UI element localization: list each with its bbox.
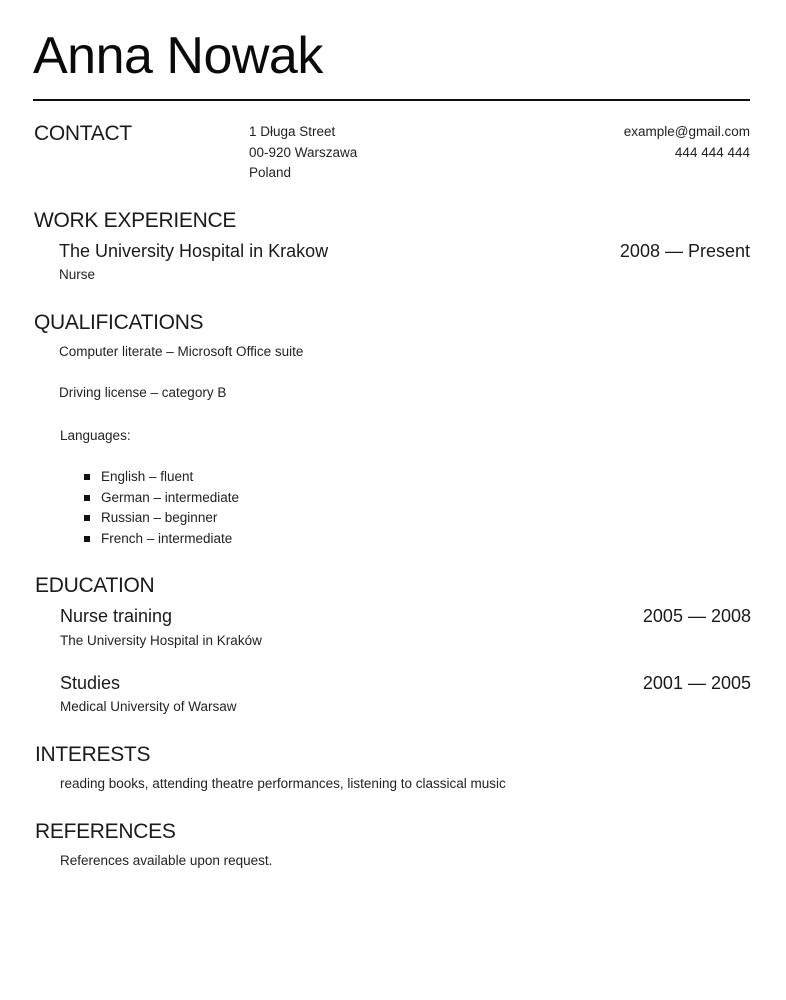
language-item: German – intermediate: [84, 491, 239, 512]
language-item: Russian – beginner: [84, 511, 239, 532]
work-entry-role: Nurse: [59, 267, 96, 282]
education-entry-title: Nurse training: [60, 606, 173, 626]
languages-label: Languages:: [60, 428, 131, 443]
interests-text: reading books, attending theatre performances, listening to classical music: [60, 776, 506, 791]
address-line-street: 1 Długa Street: [249, 124, 336, 139]
education-entry-dates: 2005 — 2008: [642, 606, 751, 626]
education-entry-institution: The University Hospital in Kraków: [60, 633, 262, 648]
interests-heading: INTERESTS: [35, 743, 151, 766]
education-entry-title: Studies: [60, 673, 121, 693]
education-heading: EDUCATION: [35, 574, 155, 597]
languages-list: [84, 470, 239, 552]
header-divider: [33, 99, 750, 101]
work-experience-heading: WORK EXPERIENCE: [34, 209, 237, 232]
contact-email[interactable]: example@gmail.com: [623, 124, 750, 139]
address-line-city: 00-920 Warszawa: [249, 145, 358, 160]
language-item: English – fluent: [84, 470, 239, 491]
education-entry-dates: 2001 — 2005: [642, 673, 751, 693]
education-entry-institution: Medical University of Warsaw: [60, 699, 237, 714]
references-heading: REFERENCES: [35, 820, 176, 843]
contact-phone: 444 444 444: [674, 145, 750, 160]
candidate-name: Anna Nowak: [33, 27, 323, 85]
work-entry-dates: 2008 — Present: [619, 241, 750, 261]
qualification-item: Computer literate – Microsoft Office suite: [59, 344, 304, 359]
contact-heading: CONTACT: [34, 122, 132, 145]
work-entry-title: The University Hospital in Krakow: [59, 241, 329, 261]
qualifications-heading: QUALIFICATIONS: [34, 311, 204, 334]
address-line-country: Poland: [249, 165, 292, 180]
qualification-item: Driving license – category B: [59, 385, 227, 400]
language-item: French – intermediate: [84, 532, 239, 553]
references-text: References available upon request.: [60, 853, 273, 868]
